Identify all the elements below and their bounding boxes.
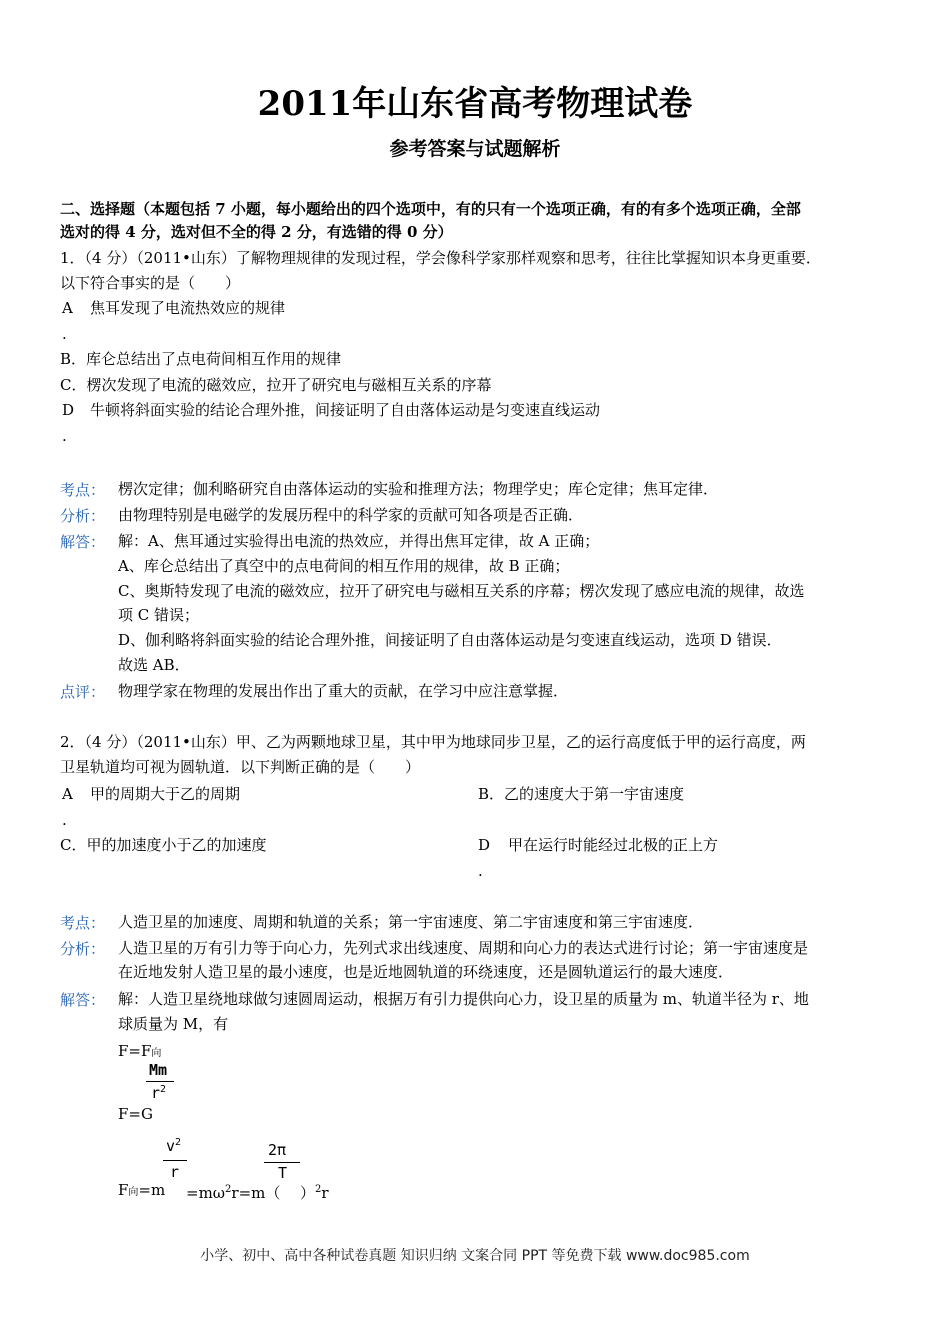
formula-3-v-numerator: $v^2$: [166, 1137, 182, 1155]
q1-option-d-letter: D: [62, 401, 75, 419]
formula-3-end: ）$^2$r: [300, 1184, 329, 1202]
section-header-line1: 二、选择题（本题包括 7 小题，每小题给出的四个选项中，有的只有一个选项正确，有的有多个选项正确，全部: [60, 200, 801, 218]
page-title: 2011年山东省高考物理试卷: [257, 84, 693, 124]
q1-kaodian-label: 考点：: [60, 481, 106, 499]
q1-jieda-line6: 故选 AB．: [118, 656, 190, 674]
formula-3-t-numerator: 2π: [268, 1141, 287, 1159]
q1-option-d-dot: .: [62, 427, 67, 445]
formula-3-v-denominator: r: [170, 1163, 180, 1181]
formula-2-numerator: Mm: [149, 1061, 168, 1079]
q1-jieda-line2: A、库仑总结出了真空中的点电荷间的相互作用的规律，故 B 正确；: [118, 557, 570, 575]
q1-option-a-dot: .: [62, 325, 67, 343]
q1-option-a-letter: A: [62, 299, 73, 317]
q1-stem-line2: 以下符合事实的是（ ）: [60, 274, 241, 292]
q2-option-b: B．乙的速度大于第一宇宙速度: [478, 785, 685, 803]
formula-2-main: F=G: [118, 1105, 153, 1123]
q2-fenxi-label: 分析：: [60, 940, 106, 958]
q1-option-a: 焦耳发现了电流热效应的规律: [90, 299, 286, 317]
q2-kaodian-label: 考点：: [60, 914, 106, 932]
formula-3-v-fraction-bar: [163, 1160, 187, 1161]
q1-fenxi-label: 分析：: [60, 507, 106, 525]
formula-2-denominator: $r^2$: [151, 1084, 167, 1102]
formula-3-t-denominator: T: [278, 1164, 288, 1182]
q2-jieda-label: 解答：: [60, 991, 106, 1009]
q2-fenxi-line2: 在近地发射人造卫星的最小速度，也是近地圆轨道的环绕速度，还是圆轨道运行的最大速度．: [118, 963, 734, 981]
q2-stem-line1: 2．（4 分）（2011•山东）甲、乙为两颗地球卫星，其中甲为地球同步卫星，乙的运行高度低于甲的运行高度，两: [60, 733, 806, 751]
q1-fenxi: 由物理特别是电磁学的发展历程中的科学家的贡献可知各项是否正确．: [118, 506, 584, 524]
q2-option-c: C．甲的加速度小于乙的加速度: [60, 836, 267, 854]
q1-dianping: 物理学家在物理的发展出作出了重大的贡献，在学习中应注意掌握．: [118, 682, 569, 700]
q1-option-d: 牛顿将斜面实验的结论合理外推，间接证明了自由落体运动是匀变速直线运动: [90, 401, 601, 419]
q1-stem-line1: 1．（4 分）（2011•山东）了解物理规律的发现过程，学会像科学家那样观察和思考，往往比掌握知识本身更重要．: [60, 249, 821, 267]
q2-option-d-dot: .: [478, 862, 483, 880]
q1-jieda-line1: 解：A、焦耳通过实验得出电流的热效应，并得出焦耳定律，故 A 正确；: [118, 532, 600, 550]
formula-1: F=F向: [118, 1042, 162, 1060]
q1-option-b: B．库仑总结出了点电荷间相互作用的规律: [60, 350, 342, 368]
q2-option-a: 甲的周期大于乙的周期: [90, 785, 241, 803]
q2-option-a-letter: A: [62, 785, 73, 803]
q2-option-d-letter: D: [478, 836, 491, 854]
section-header-line2: 选对的得 4 分，选对但不全的得 2 分，有选错的得 0 分）: [60, 223, 453, 241]
q2-option-d: 甲在运行时能经过北极的正上方: [508, 836, 719, 854]
q1-kaodian: 楞次定律；伽利略研究自由落体运动的实验和推理方法；物理学史；库仑定律；焦耳定律．: [118, 480, 719, 498]
q2-jieda-line2: 球质量为 M，有: [118, 1015, 229, 1033]
q2-stem-line2: 卫星轨道均可视为圆轨道．以下判断正确的是（ ）: [60, 758, 421, 776]
q2-kaodian: 人造卫星的加速度、周期和轨道的关系；第一宇宙速度、第二宇宙速度和第三宇宙速度．: [118, 913, 704, 931]
q1-jieda-label: 解答：: [60, 533, 106, 551]
formula-3-t-fraction-bar: [264, 1162, 300, 1163]
formula-2-fraction-bar: [146, 1081, 174, 1082]
q2-fenxi-line1: 人造卫星的万有引力等于向心力，先列式求出线速度、周期和向心力的表达式进行讨论；第一宇宙速度是: [118, 939, 809, 957]
q1-dianping-label: 点评：: [60, 683, 106, 701]
q2-jieda-line1: 解：人造卫星绕地球做匀速圆周运动，根据万有引力提供向心力，设卫星的质量为 m、轨道半径为 r、地: [118, 990, 809, 1008]
q1-jieda-line3: C、奥斯特发现了电流的磁效应，拉开了研究电与磁相互关系的序幕；楞次发现了感应电流的规律，故选: [118, 582, 805, 600]
q2-option-a-dot: .: [62, 811, 67, 829]
q1-jieda-line4: 项 C 错误；: [118, 606, 200, 624]
page-subtitle: 参考答案与试题解析: [389, 138, 561, 160]
page-footer: 小学、初中、高中各种试卷真题 知识归纳 文案合同 PPT 等免费下载 www.doc985.com: [200, 1248, 750, 1264]
formula-3-prefix: F向=m: [118, 1181, 166, 1199]
q1-jieda-line5: D、伽利略将斜面实验的结论合理外推，间接证明了自由落体运动是匀变速直线运动，选项 D 错误．: [118, 631, 782, 649]
q1-option-c: C．楞次发现了电流的磁效应，拉开了研究电与磁相互关系的序幕: [60, 376, 492, 394]
formula-3-middle: $=m\omega^2r=m$（: [186, 1184, 281, 1202]
